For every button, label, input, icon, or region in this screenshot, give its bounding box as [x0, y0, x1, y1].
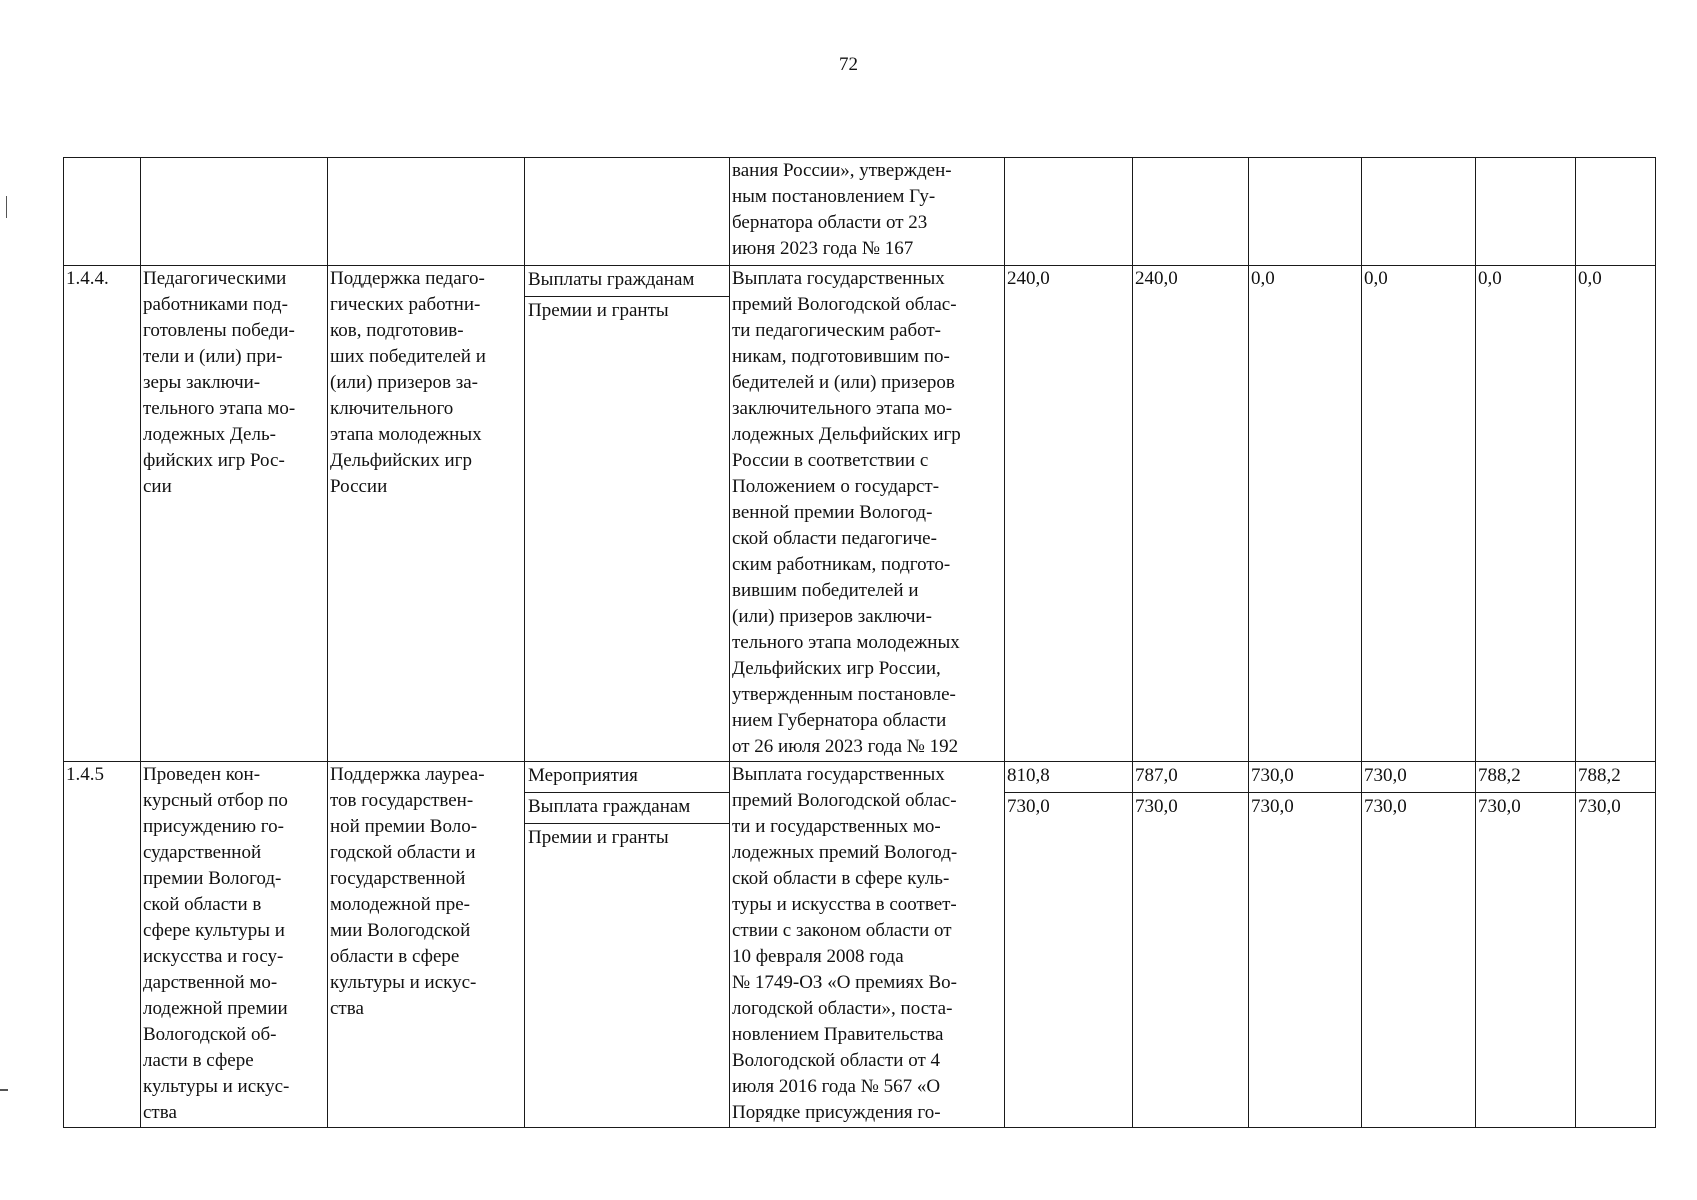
cell-value: 0,0 [1249, 266, 1362, 762]
page-number: 72 [839, 54, 858, 75]
cell-value [1133, 158, 1249, 266]
cell-value [1576, 762, 1656, 1128]
cell-description: Выплата государственных премий Вологодской облас- ти и государственных мо- лодежных премий Вологод- ской области в сфере куль- туры и искусства в соответ- ствии с законом области от 10 февраля 2008 года № 1749-ОЗ «О премиях Во- логодской области», поста- новлением Правительства Вологодской области от 4 июля 2016 года № 567 «О Порядке присуждения го- [730, 762, 1005, 1128]
cell-value: 0,0 [1362, 266, 1476, 762]
cell-result [141, 158, 328, 266]
type-item: Премии и гранты [525, 823, 729, 854]
cell-value [1005, 158, 1133, 266]
type-item: Выплаты гражданам [528, 269, 695, 290]
table-row [64, 158, 1656, 266]
cell-measure: Поддержка педаго- гических работни- ков, подготовив- ших победителей и (или) призеров за- ключительного этапа молодежных Дельфийских игр России [328, 266, 525, 762]
cell-type [525, 762, 730, 1128]
cell-value [1362, 158, 1476, 266]
value-top: 788,2 [1578, 765, 1621, 786]
cell-value: 240,0 [1133, 266, 1249, 762]
type-item: Премии и гранты [525, 296, 729, 327]
cell-description: Выплата государственных премий Вологодской облас- ти педагогическим работ- никам, подготовившим по- бедителей и (или) призеров заключительного этапа мо- лодежных Дельфийских игр России в соответствии с Положением о государст- венной премии Вологод- ской области педагогиче- ским работникам, подгото- вившим победителей и (или) призеров заключи- тельного этапа молодежных Дельфийских игр России, утвержденным постановле- нием Губернатора области от 26 июля 2023 года № 192 [730, 266, 1005, 762]
value-bottom: 730,0 [1576, 792, 1655, 823]
cell-code: 1.4.4. [64, 266, 141, 762]
cell-code [64, 158, 141, 266]
table-row [64, 762, 1656, 1128]
cell-result: Педагогическими работниками под- готовлены победи- тели и (или) при- зеры заключи- тельного этапа мо- лодежных Дель- фийских игр Рос- сии [141, 266, 328, 762]
value-top: 730,0 [1364, 765, 1407, 786]
cell-value [1576, 158, 1656, 266]
cell-code: 1.4.5 [64, 762, 141, 1128]
cell-measure [328, 158, 525, 266]
cell-value [1476, 762, 1576, 1128]
cell-value: 0,0 [1576, 266, 1656, 762]
cell-value [1133, 762, 1249, 1128]
cell-value [1362, 762, 1476, 1128]
value-bottom: 730,0 [1362, 792, 1475, 823]
margin-mark [0, 1089, 8, 1091]
cell-value [1249, 158, 1362, 266]
table-row [64, 266, 1656, 762]
value-bottom: 730,0 [1249, 792, 1361, 823]
cell-type [525, 266, 730, 762]
margin-mark [6, 196, 7, 218]
cell-value [1476, 158, 1576, 266]
type-item: Мероприятия [528, 765, 638, 786]
type-item: Выплата гражданам [525, 792, 729, 823]
cell-measure: Поддержка лауреа- тов государствен- ной премии Воло- годской области и государственной молодежной пре- мии Вологодской области в сфере культуры и искус- ства [328, 762, 525, 1128]
cell-result: Проведен кон- курсный отбор по присуждению го- сударственной премии Вологод- ской области в сфере культуры и искусства и госу- дарственной мо- лодежной премии Вологодской об- ласти в сфере культуры и искус- ства [141, 762, 328, 1128]
value-top: 788,2 [1478, 765, 1521, 786]
value-bottom: 730,0 [1476, 792, 1575, 823]
value-top: 810,8 [1007, 765, 1050, 786]
cell-description: вания России», утвержден- ным постановлением Гу- бернатора области от 23 июня 2023 года № 167 [730, 158, 1005, 266]
cell-value [1249, 762, 1362, 1128]
value-top: 787,0 [1135, 765, 1178, 786]
program-table [63, 157, 1656, 1128]
value-bottom: 730,0 [1005, 792, 1132, 823]
cell-value: 0,0 [1476, 266, 1576, 762]
cell-type [525, 158, 730, 266]
cell-value [1005, 762, 1133, 1128]
cell-value: 240,0 [1005, 266, 1133, 762]
value-top: 730,0 [1251, 765, 1294, 786]
value-bottom: 730,0 [1133, 792, 1248, 823]
